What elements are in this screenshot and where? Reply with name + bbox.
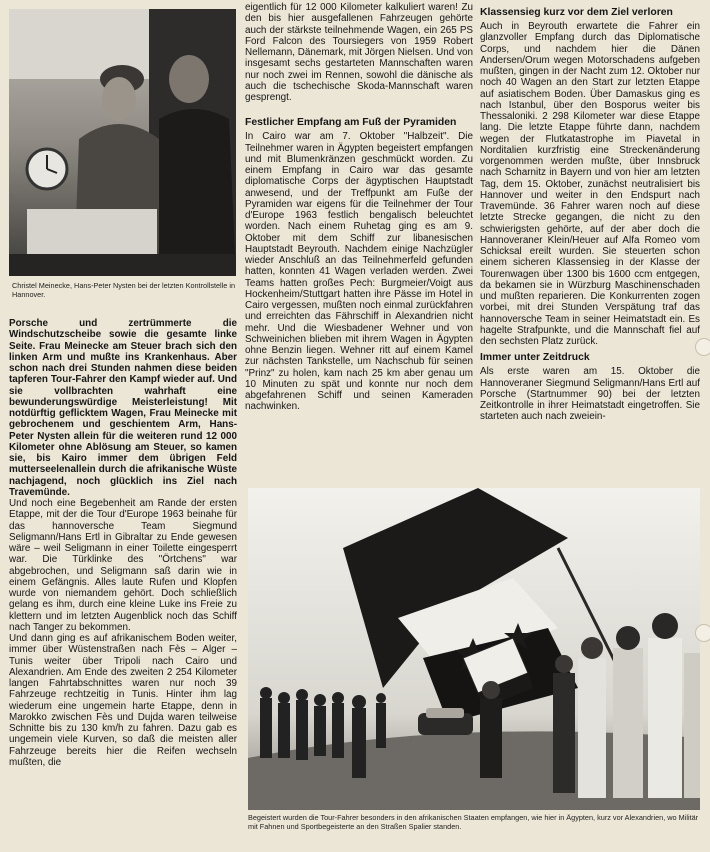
- photo-flags-egypt: [248, 488, 700, 810]
- column-3: [480, 2, 700, 423]
- column-1: [9, 318, 237, 768]
- paragraph: eigentlich für 12 000 Kilometer kalkuliert waren! Zu den bis hier ausgefallenen Fahrzeugen gehörte auch der stärkste teilnehmende Wagen, ein 265 PS Ford Falcon des Toursiegers von 1959 Robert Nellemann, Dänemark, mit Jörgen Nielsen. Und von insgesamt sechs gestarteten Mannschaften waren nur noch zwei im Rennen, sowohl die dänische als auch die tschechische Skoda-Mannschaft waren gesprengt.: [245, 2, 473, 103]
- photo-control-station: [9, 9, 236, 276]
- photo-bottom-caption: Begeistert wurden die Tour-Fahrer besonders in den afrikanischen Staaten empfangen, wie hier in Ägypten, kurz vor Alexandrien, wo Militär mit Fahnen und Sportbegeisterte an den Straßen Spalier standen.: [248, 813, 699, 831]
- punch-hole: [695, 338, 710, 356]
- section-heading: Festlicher Empfang am Fuß der Pyramiden: [245, 117, 457, 129]
- section-heading: Immer unter Zeitdruck: [480, 352, 590, 364]
- paragraph: Als erste waren am 15. Oktober die Hannoveraner Siegmund Seligmann/Hans Ertl auf Porsche (Startnummer 90) bei der letzten Zeitkontrolle in ihrer Heimatstadt eingetroffen. Sie starteten auch nach zweiein-: [480, 366, 700, 423]
- paragraph: Auch in Beyrouth erwartete die Fahrer ein glanzvoller Empfang durch das Diplomatische Corps, und nachdem hier die Dänen Andersen/Orum wegen Motorschadens aufgeben mußten, gingen in der Nacht zum 12. Oktober nur noch 40 Wagen an den Start zur letzten Etappe auf asiatischem Boden. Über Damaskus ging es nach Istanbul, über den Bosporus weiter bis Thessaloniki. 2 298 Kilometer war diese Etappe lang. Die letzte Etappe führte dann, nachdem wegen der Flutkatastrophe im Piavetal in Norditalien kurzfristig eine Streckenänderung vorgenommen werden mußte, über Innsbruck nach Scharnitz in Bayern und von hier am letzten Tag, dem 15. Oktober, zunächst neutralisiert bis Hannover und weiter in den Endspurt nach Travemünde. 36 Fahrer waren noch auf diese letzte Strecke gegangen, die nicht zu den schwierigsten gehörte, auf der aber doch die Hannoveraner Klein/Heuer auf Alfa Romeo vom Schicksal ereilt wurden. Sie steuerten schon einem sicheren Klassensieg in der Klasse der Tourenwagen über 1300 bis 1600 ccm entgegen, da bekamen sie in Würzburg Maschinenschaden und mußten reparieren. Die Konkurrenten zogen vorbei, mit drei Stunden Verspätung traf das hannoversche Team in seiner Heimatstadt ein. Es hagelte Strafpunkte, und die Mannschaft fiel auf den sechsten Platz zurück.: [480, 21, 700, 347]
- punch-hole: [695, 624, 710, 642]
- photo-top-caption: Christel Meinecke, Hans-Peter Nysten bei der letzten Kontrollstelle in Hannover.: [12, 281, 236, 299]
- section-heading: Klassensieg kurz vor dem Ziel verloren: [480, 7, 673, 18]
- paragraph: In Cairo war am 7. Oktober "Halbzeit". Die Teilnehmer waren in Ägypten begeistert empfangen und mit Blumenkränzen geschmückt worden. Zu einem Empfang in Cairo war das gesamte diplomatische Corps der ägyptischen Hauptstadt anwesend, und der Treffpunkt am Fuße der Pyramiden war eigens für die Teilnehmer der Tour d'Europe 1963 festlich bengalisch beleuchtet worden. Nach einem Ruhetag ging es am 9. Oktober mit dem Schiff zur libanesischen Hauptstadt Beyrouth. Nachdem einige Nachzügler wieder Anschluß an das Teilnehmerfeld gefunden hatten, konnten 41 Wagen verladen werden. Zwei Teams hatten großes Pech: Burgmeier/Voigt aus Hockenheim/Stuttgart hatten ihre Pässe im Hotel in Cairo vergessen, mußten noch einmal zurückfahren und erreichten das Fährschiff in Alexandrien nicht mehr. Und die Wiesbadener Wehner und von Schweinichen blieben mit ihrem Wagen in Ägypten ohne Benzin liegen. Wehner ritt auf einem Kamel zur nächsten Tankstelle, um Nachschub für seinen "Prinz" zu holen, kam nach 25 km aber genau um 10 Minuten zu spät und konnte nur noch dem abgefahrenen Schiff und seinen Kameraden nachwinken.: [245, 131, 473, 413]
- column-2: [245, 2, 473, 413]
- paragraph: Und dann ging es auf afrikanischem Boden weiter, immer über Wüstenstraßen nach Fès – Alger – Tunis weiter über Tripoli nach Cairo und Alexandrien. Am Ende des zweiten 2 254 Kilometer langen Fahrtabschnittes waren nur noch 39 Fahrzeuge rechtzeitig in Tunis. Hinter ihm lag wiederum eine ungemein harte Etappe, denn in Marokko zwischen Fès und Dujda waren teilweise Schnitte bis zu 130 km/h zu fahren. Dazu gab es ungemein viele Kurven, so daß die meisten aller Fahrzeuge bereits hier die Reifen wechseln mußten, die: [9, 633, 237, 768]
- paragraph: Und noch eine Begebenheit am Rande der ersten Etappe, mit der die Tour d'Europe 1963 beinahe für das hannoversche Team Siegmund Seligmann/Hans Ertl in Gibraltar zu Ende gewesen wäre – weil Seligmann in einer Toilette eingesperrt war. Die Türklinke des "Örtchens" war abgebrochen, und Seligmann saß darin wie in einem Gefängnis. Alles laute Rufen und Klopfen wurde von niemandem gehört. Doch schließlich gelang es ihm, durch eine kleine Luke ins Freie zu klettern und im letzten Augenblick noch das Schiff nach Tanger zu bekommen.: [9, 498, 237, 633]
- lead-paragraph: Porsche und zertrümmerte die Windschutzscheibe sowie die gesamte linke Seite. Frau Meinecke am Steuer brach sich den linken Arm und mußte ins Krankenhaus. Aber schon nach drei Stunden nahmen diese beiden tapferen Tour-Fahrer den Kampf wieder auf. Und sie vollbrachten wahrhaft eine bewunderungswürdige Meisterleistung! Mit notdürftig geflicktem Wagen, Frau Meinecke mit gebrochenem und geschientem Arm, Hans-Peter Nysten allein für die weiteren rund 12 000 Kilometer ohne Ablösung am Steuer, so kamen sie, bis Kairo immer dem übrigen Feld mutterseelenallein durch die afrikanische Wüste nachjagend, noch glücklich ins Ziel nach Travemünde.: [9, 318, 237, 498]
